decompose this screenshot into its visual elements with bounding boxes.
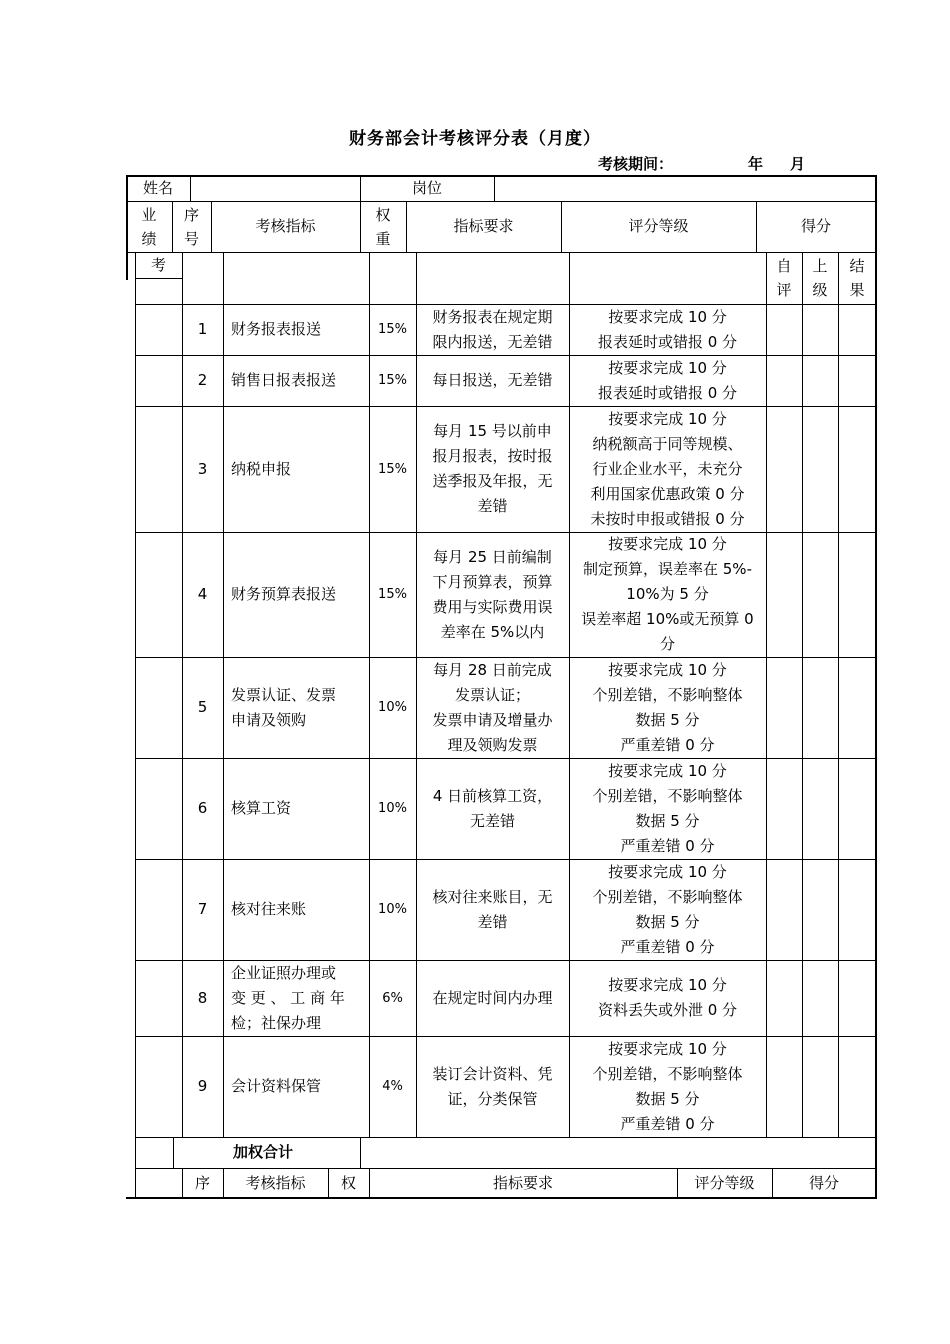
row-4-grade: [569, 532, 766, 657]
footer-header-weight: [328, 1168, 369, 1198]
table-rule-h: [126, 252, 877, 253]
row-1-requirement: [416, 304, 569, 355]
row-7-indicator: [223, 859, 369, 960]
row-8-requirement-text: 在规定时间内办理: [432, 988, 553, 1007]
row-2-no-text: 2: [197, 371, 208, 389]
row-4-superior: [802, 532, 838, 657]
row-5-weight: [369, 657, 416, 758]
name-label-text: 姓名: [142, 178, 173, 197]
table-rule-v: [135, 1137, 136, 1198]
row-8-weight-text: 6%: [382, 990, 403, 1006]
weighted-total-label: [173, 1137, 360, 1168]
row-5-no: [182, 657, 223, 758]
row-6-grade-text: 按要求完成 10 分 个别差错，不影响整体 数据 5 分 严重差错 0 分: [592, 761, 743, 855]
row-4-requirement: [416, 532, 569, 657]
row-1-superior: [802, 304, 838, 355]
row-3-self-eval: [766, 406, 802, 532]
row-2-requirement-text: 每日报送，无差错: [432, 371, 553, 389]
row-2-requirement: [416, 355, 569, 406]
row-7-no: [182, 859, 223, 960]
footer-header-seq-text: 序: [194, 1173, 210, 1192]
row-7-no-text: 7: [197, 900, 208, 918]
row-9-indicator: [223, 1036, 369, 1137]
row-1-indicator: [223, 304, 369, 355]
row-8-requirement: [416, 960, 569, 1036]
row-8-superior: [802, 960, 838, 1036]
row-6-weight-text: 10%: [378, 801, 407, 816]
header-score-text: 得分: [800, 217, 831, 235]
header-score: [756, 201, 876, 252]
row-4-indicator: [223, 532, 369, 657]
header-requirement-text: 指标要求: [453, 217, 514, 235]
row-6-indicator-text: 核算工资: [231, 799, 292, 817]
row-1-grade: [569, 304, 766, 355]
row-9-weight: [369, 1036, 416, 1137]
row-6-requirement: [416, 758, 569, 859]
header-requirement: [406, 201, 561, 252]
row-3-weight: [369, 406, 416, 532]
row-5-indicator: [223, 657, 369, 758]
row-3-no-text: 3: [197, 459, 208, 478]
document-title: 财务部会计考核评分表（月度）: [349, 129, 601, 149]
row-8-indicator-text: 企业证照办理或 变 更 、 工 商 年 检；社保办理: [231, 963, 345, 1032]
row-7-weight: [369, 859, 416, 960]
footer-header-grade-text: 评分等级: [694, 1173, 755, 1192]
row-1-requirement-text: 财务报表在规定期 限内报送，无差错: [432, 307, 553, 351]
footer-header-seq: [182, 1168, 223, 1198]
row-2-no: [182, 355, 223, 406]
row-2-weight: [369, 355, 416, 406]
weighted-total-value: [360, 1137, 876, 1168]
row-9-weight-text: 4%: [382, 1079, 403, 1094]
row-3-indicator: [223, 406, 369, 532]
header-grade-text: 评分等级: [628, 217, 689, 235]
row-5-requirement: [416, 657, 569, 758]
row-2-weight-text: 15%: [378, 373, 407, 388]
footer-header-score: [772, 1168, 876, 1198]
header-seq: [172, 201, 211, 252]
row-5-grade: [569, 657, 766, 758]
row-1-weight-text: 15%: [378, 322, 407, 337]
row-3-result: [838, 406, 876, 532]
row-9-requirement: [416, 1036, 569, 1137]
post-label: [360, 175, 494, 201]
row-4-weight-text: 15%: [378, 587, 407, 602]
row-6-weight: [369, 758, 416, 859]
row-1-no-text: 1: [197, 320, 208, 338]
row-4-indicator-text: 财务预算表报送: [231, 585, 337, 603]
row-8-weight: [369, 960, 416, 1036]
row-1-weight: [369, 304, 416, 355]
row-6-superior: [802, 758, 838, 859]
row-7-grade: [569, 859, 766, 960]
table-rule-h: [135, 278, 182, 279]
row-2-self-eval: [766, 355, 802, 406]
row-7-result: [838, 859, 876, 960]
period-label: 考核期间：: [598, 155, 674, 173]
footer-header-weight-text: 权: [340, 1173, 356, 1192]
row-7-grade-text: 按要求完成 10 分 个别差错，不影响整体 数据 5 分 严重差错 0 分: [592, 862, 743, 956]
row-1-indicator-text: 财务报表报送: [231, 320, 322, 338]
row-9-grade-text: 按要求完成 10 分 个别差错，不影响整体 数据 5 分 严重差错 0 分: [592, 1039, 743, 1133]
row-5-weight-text: 10%: [378, 700, 407, 715]
row-3-grade: [569, 406, 766, 532]
row-8-no: [182, 960, 223, 1036]
row-3-weight-text: 15%: [378, 461, 407, 477]
row-1-no: [182, 304, 223, 355]
row-8-result: [838, 960, 876, 1036]
row-3-requirement-text: 每月 15 号以前申 报月报表，按时报 送季报及年报，无 差错: [432, 422, 553, 515]
row-6-no: [182, 758, 223, 859]
footer-header-indicator-text: 考核指标: [245, 1173, 306, 1192]
footer-header-requirement-text: 指标要求: [492, 1173, 553, 1192]
row-6-grade: [569, 758, 766, 859]
header-superior: [802, 252, 838, 304]
row-2-indicator: [223, 355, 369, 406]
row-5-superior: [802, 657, 838, 758]
footer-header-indicator: [223, 1168, 328, 1198]
header-weight: [360, 201, 406, 252]
row-9-result: [838, 1036, 876, 1137]
row-5-self-eval: [766, 657, 802, 758]
name-value: [190, 175, 360, 201]
row-3-superior: [802, 406, 838, 532]
row-1-grade-text: 按要求完成 10 分 报表延时或错报 0 分: [597, 307, 738, 351]
row-4-requirement-text: 每月 25 日前编制 下月预算表，预算 费用与实际费用误 差率在 5%以内: [432, 547, 553, 641]
header-superior-text: 上 级: [812, 257, 828, 299]
row-5-requirement-text: 每月 28 日前完成 发票认证； 发票申请及增量办 理及领购发票: [432, 660, 553, 754]
row-6-no-text: 6: [197, 799, 208, 817]
row-5-no-text: 5: [197, 698, 208, 716]
period-year: 年: [748, 155, 764, 173]
row-7-requirement: [416, 859, 569, 960]
row-3-grade-text: 按要求完成 10 分 纳税额高于同等规模、 行业企业水平，未充分 利用国家优惠政策 0 分 未按时申报或错报 0 分: [590, 409, 745, 528]
row-6-indicator: [223, 758, 369, 859]
row-4-no-text: 4: [197, 585, 208, 603]
table-rule-v: [135, 252, 136, 1137]
row-4-self-eval: [766, 532, 802, 657]
header-category: [126, 201, 172, 252]
period-month: 月: [790, 155, 806, 173]
header-grade: [561, 201, 756, 252]
row-5-result: [838, 657, 876, 758]
row-2-grade: [569, 355, 766, 406]
row-3-no: [182, 406, 223, 532]
footer-header-grade: [677, 1168, 772, 1198]
row-8-grade: [569, 960, 766, 1036]
name-label: [126, 175, 190, 201]
post-value: [494, 175, 876, 201]
row-9-no: [182, 1036, 223, 1137]
row-9-grade: [569, 1036, 766, 1137]
header-category-extra-text: 考: [150, 255, 166, 274]
header-category-text: 业 绩: [141, 205, 157, 248]
row-8-grade-text: 按要求完成 10 分 资料丢失或外泄 0 分: [597, 976, 738, 1019]
header-weight-text: 权 重: [375, 205, 391, 248]
row-2-result: [838, 355, 876, 406]
header-category-extra: [135, 252, 182, 278]
row-6-self-eval: [766, 758, 802, 859]
row-7-superior: [802, 859, 838, 960]
row-8-self-eval: [766, 960, 802, 1036]
row-4-weight: [369, 532, 416, 657]
row-5-grade-text: 按要求完成 10 分 个别差错，不影响整体 数据 5 分 严重差错 0 分: [592, 660, 743, 754]
header-indicator-text: 考核指标: [255, 217, 316, 235]
row-3-indicator-text: 纳税申报: [231, 459, 292, 478]
row-7-self-eval: [766, 859, 802, 960]
header-self-eval-text: 自 评: [776, 257, 792, 299]
row-9-indicator-text: 会计资料保管: [231, 1077, 322, 1095]
row-9-superior: [802, 1036, 838, 1137]
row-9-no-text: 9: [197, 1077, 208, 1095]
row-3-requirement: [416, 406, 569, 532]
row-2-indicator-text: 销售日报表报送: [231, 371, 337, 389]
header-result: [838, 252, 876, 304]
row-8-no-text: 8: [197, 988, 208, 1007]
row-7-indicator-text: 核对往来账: [231, 900, 307, 918]
row-6-result: [838, 758, 876, 859]
row-2-grade-text: 按要求完成 10 分 报表延时或错报 0 分: [597, 358, 738, 402]
row-4-result: [838, 532, 876, 657]
row-7-weight-text: 10%: [378, 902, 407, 917]
header-result-text: 结 果: [849, 257, 865, 299]
row-8-indicator: [223, 960, 369, 1036]
row-4-no: [182, 532, 223, 657]
row-7-requirement-text: 核对往来账目，无 差错: [432, 887, 553, 931]
row-9-self-eval: [766, 1036, 802, 1137]
row-1-self-eval: [766, 304, 802, 355]
row-9-requirement-text: 装订会计资料、凭 证，分类保管: [432, 1064, 553, 1108]
row-1-result: [838, 304, 876, 355]
row-5-indicator-text: 发票认证、发票 申请及领购: [231, 685, 337, 729]
weighted-total-label-text: 加权合计: [233, 1143, 294, 1161]
row-4-grade-text: 按要求完成 10 分 制定预算，误差率在 5%- 10%为 5 分 误差率超 10%或无预算 0 分: [581, 535, 754, 653]
header-seq-text: 序 号: [183, 205, 199, 248]
header-indicator: [211, 201, 360, 252]
footer-header-requirement: [369, 1168, 677, 1198]
row-2-superior: [802, 355, 838, 406]
header-self-eval: [766, 252, 802, 304]
row-6-requirement-text: 4 日前核算工资， 无差错: [432, 786, 553, 830]
table-rule-v: [126, 278, 128, 280]
post-label-text: 岗位: [411, 178, 442, 197]
footer-header-score-text: 得分: [808, 1173, 839, 1192]
